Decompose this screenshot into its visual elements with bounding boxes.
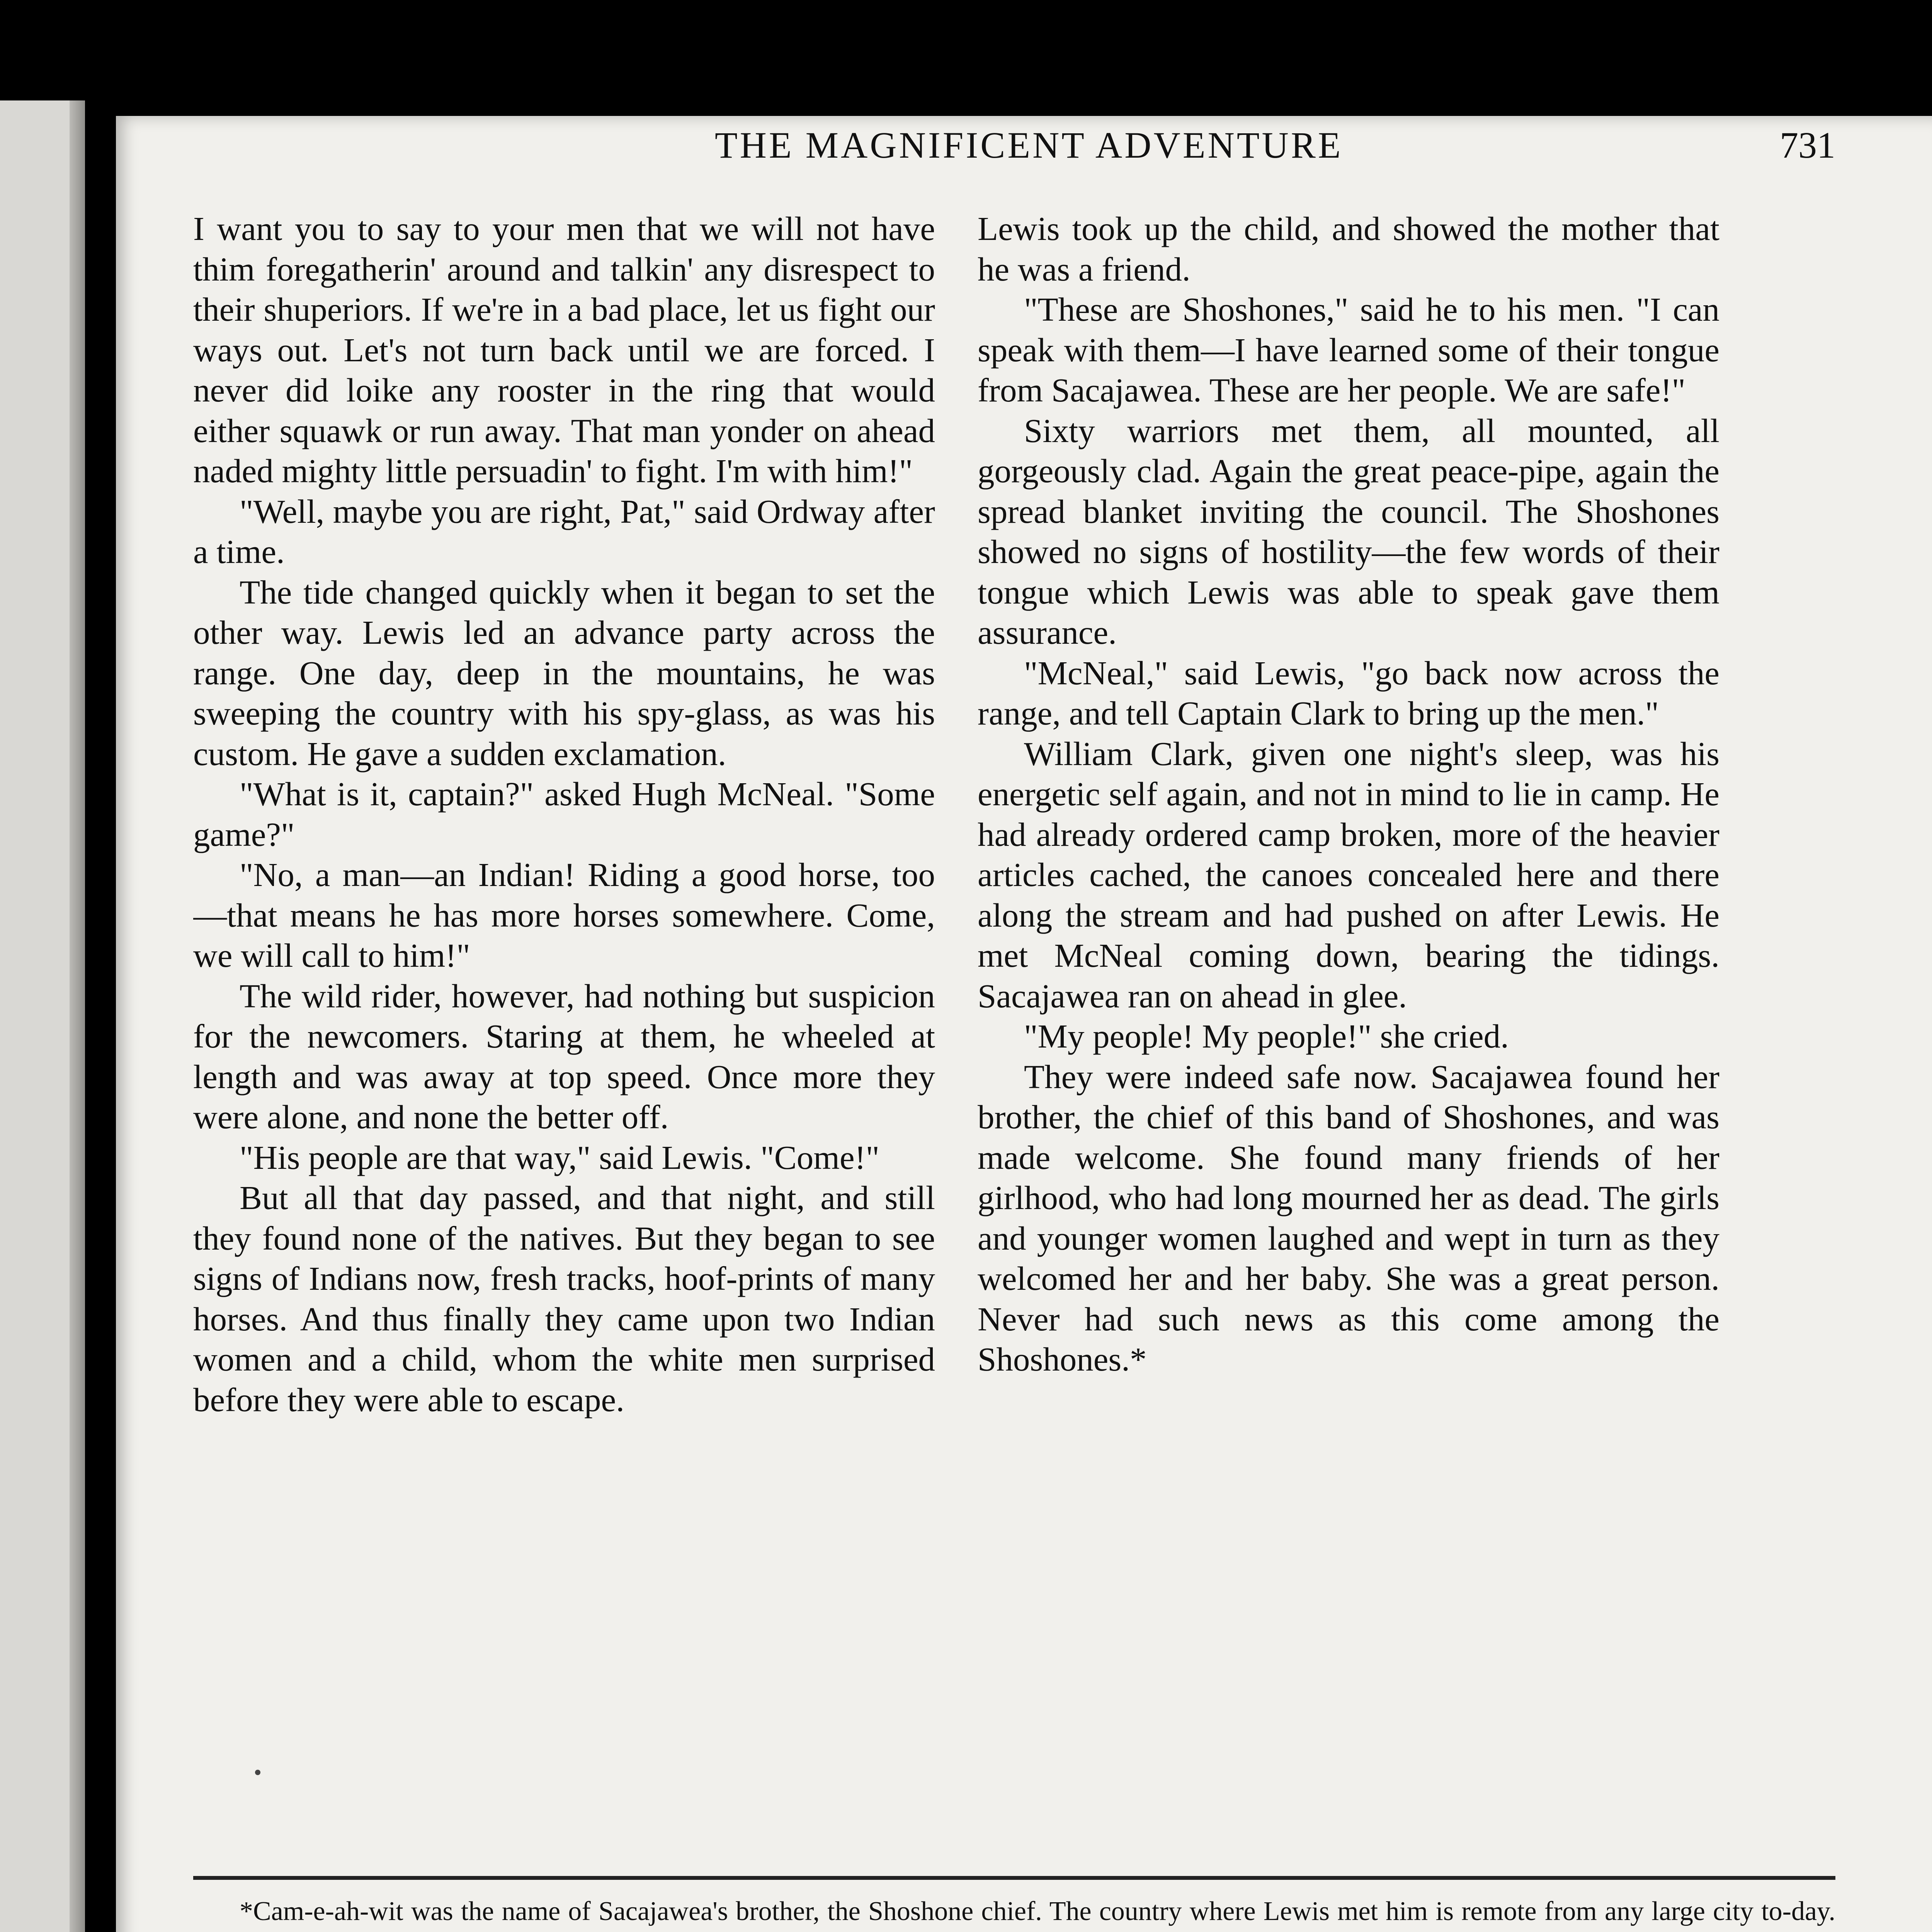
paragraph: "No, a man—an Indian! Riding a good horse, too—that means he has more horses somewhere. Come, we will call to him!" — [193, 856, 935, 974]
paragraph: "These are Shoshones," said he to his men. "I can speak with them—I have learned some of their tongue from Sacajawea. These are her people. We are safe!" — [978, 291, 1719, 409]
paragraph: "McNeal," said Lewis, "go back now across the range, and tell Captain Clark to bring up the men." — [978, 654, 1719, 732]
footnote — [193, 1893, 1835, 1932]
paragraph: But all that day passed, and that night, and still they found none of the natives. But they began to see signs of Indians now, fresh tracks, hoof-prints of many horses. And thus finally they came upon two Indian women and a child, whom the white men surprised before they were able to escape. — [193, 1179, 935, 1418]
right-column — [978, 209, 1719, 1862]
paragraph: "His people are that way," said Lewis. "Come!" — [240, 1138, 880, 1176]
footnote-paragraph: *Cam-e-ah-wit was the name of Sacajawea's brother, the Shoshone chief. The country where Lewis met him is remote from any large city to-day. — [240, 1896, 1835, 1926]
footnote-rule — [193, 1876, 1835, 1880]
paragraph: "What is it, captain?" asked Hugh McNeal. "Some game?" — [193, 775, 935, 853]
paragraph: William Clark, given one night's sleep, was his energetic self again, and not in mind to lie in camp. He had already ordered camp broken, more of the heavier articles cached, the canoes concealed here and there along the stream and had pushed on after Lewis. He met McNeal coming down, bearing the tidings. Sacajawea ran on ahead in glee. — [978, 735, 1719, 1015]
paragraph: Sixty warriors met them, all mounted, all gorgeously clad. Again the great peace-pipe, again the spread blanket inviting the council. The Shoshones showed no signs of hostility—the few words of their tongue which Lewis was able to speak gave them assurance. — [978, 412, 1719, 651]
paragraph: "My people! My people!" she cried. — [1024, 1017, 1509, 1055]
adjacent-page-edge — [0, 100, 85, 1932]
paragraph: "Well, maybe you are right, Pat," said Ordway after a time. — [193, 492, 935, 570]
paragraph: They were indeed safe now. Sacajawea found her brother, the chief of this band of Shoshones, and was made welcome. She found many friends of her girlhood, who had long mourned her as dead. The girls and younger women laughed and wept in turn as they welcomed her and her baby. She was a great person. Never had such news as this come among the Shoshones.* — [978, 1058, 1719, 1378]
body-text — [193, 209, 1835, 1862]
paragraph: The tide changed quickly when it began to set the other way. Lewis led an advance party across the range. One day, deep in the mountains, he was sweeping the country with his spy-glass, as was his custom. He gave a sudden exclamation. — [193, 573, 935, 772]
paragraph: I want you to say to your men that we will not have thim foregatherin' around and talkin' any disrespect to their shuperiors. If we're in a bad place, let us fight our ways out. Let's not turn back until we are forced. I never did loike any rooster in the ring that would either squawk or run away. That man yonder on ahead naded mighty little persuadin' to fight. I'm with him!" — [193, 210, 935, 490]
paragraph: Lewis took up the child, and showed the mother that he was a friend. — [978, 210, 1719, 288]
margin-speck — [255, 1770, 260, 1775]
page-gutter-shadow — [70, 100, 85, 1932]
page-number: 731 — [1780, 124, 1835, 166]
left-column — [193, 209, 935, 1862]
running-head — [193, 124, 1835, 170]
paragraph: The wild rider, however, had nothing but suspicion for the newcomers. Staring at them, he wheeled at length and was away at top speed. Once more they were alone, and none the better off. — [193, 977, 935, 1136]
running-head-title: THE MAGNIFICENT ADVENTURE — [715, 124, 1343, 166]
